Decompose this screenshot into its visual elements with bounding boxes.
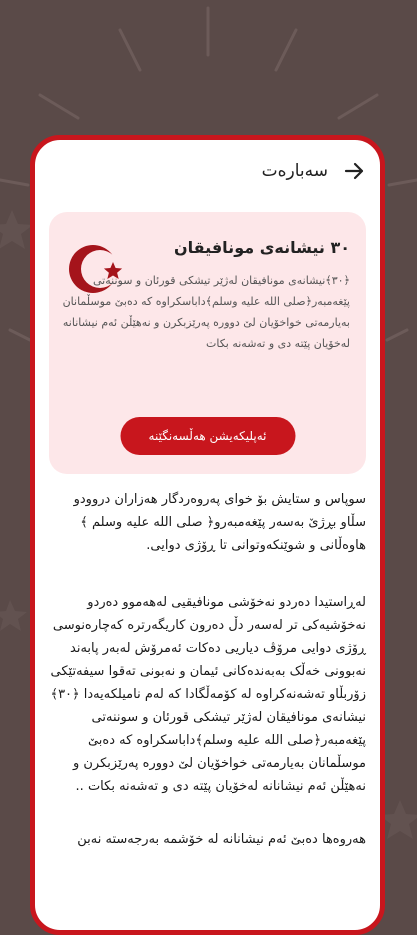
phone-frame: [30, 135, 385, 935]
back-button[interactable]: [340, 157, 368, 185]
paragraph-closing: هەروەها دەبێ ئەم نیشانانە لە خۆشمە بەرجەستە نەبن: [77, 832, 366, 847]
about-body: [49, 488, 366, 851]
arrow-right-icon: [343, 160, 365, 182]
page-title: سەبارەت: [261, 161, 328, 181]
app-header: [35, 140, 380, 202]
card-description: ﴿٣٠﴾نیشانەی مونافیقان لەژێر تیشکی قورئان و سوننەتی پێغەمبەر﴿صلی الله علیه وسلم﴾داباسکراوە کە دەبێ موسڵمانان بەیارمەتی خواخۆیان لێ دووره پەرێزبکرن و نەهێڵن ئەم نیشانانە لەخۆیان پێتە دی و تەشەنە بکات: [62, 274, 350, 350]
info-card: [49, 212, 366, 474]
card-title: ٣٠ نیشانەی مونافیقان: [173, 238, 350, 257]
paragraph-intro: سوپاس و ستایش بۆ خوای پەروەردگار هەزاران دروودو سڵاو بڕژێ بەسەر پێغەمبەرو﴿ صلی الله علیه وسلم ﴾ هاوەڵانی و شوێنکەوتوانی تا ڕۆژی دوایی.: [73, 492, 366, 553]
paragraph-main: لەڕاستیدا دەردو نەخۆشی مونافیقیی لەهەموو دەردو نەخۆشیەکی تر لەسەر دڵ دەرون کاریگەرترە کەچارەنوسی ڕۆژی دوایی مرۆڤ دیاریی دەکات ئەمرۆش لەبەر پابەند نەبوونی خەڵک بەبەندەکانی ئیمان و نەبونی تەقوا سیفەتێکی زۆربڵاو تەشەنەکراوە لە کۆمەڵگادا کە لەم نامیلکەیەدا ﴿٣٠﴾ نیشانەی مونافیقان لەژێر تیشکی قورئان و سوننەتی پێغەمبەر﴿صلی الله علیه وسلم﴾داباسکراوە کە دەبێ موسڵمانان بەیارمەتی خواخۆیان لێ دووره پەرێزبکرن و نەهێڵن ئەم نیشانانە لەخۆیان پێتە دی و تەشەنە بکات ..: [50, 595, 366, 794]
rate-app-button[interactable]: ئەپلیکەیشن هەڵسەنگێنە: [120, 417, 295, 455]
